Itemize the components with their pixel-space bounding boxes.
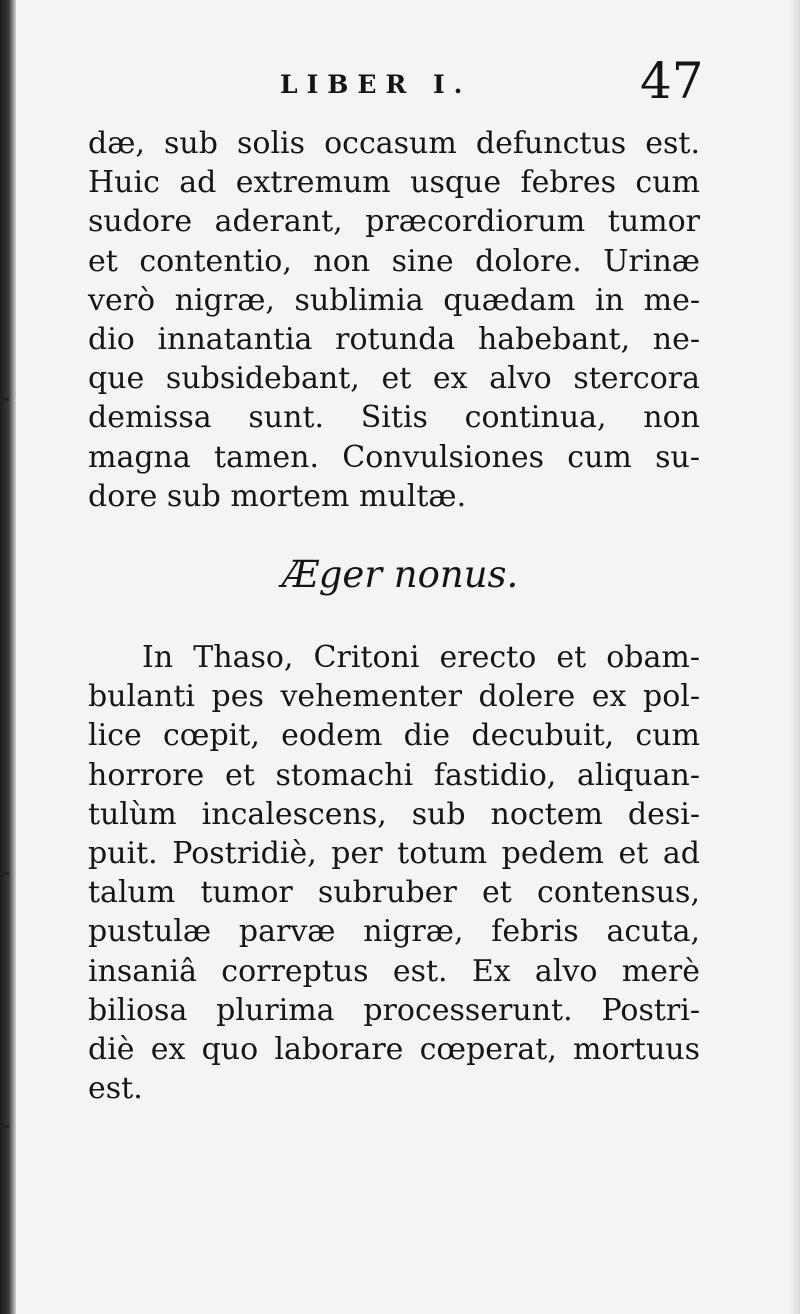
text-line: verò nigræ, sublimia quædam in me-	[88, 282, 700, 318]
paragraph-one	[88, 124, 700, 516]
text-line: dio innatantia rotunda habebant, ne-	[88, 321, 700, 357]
paragraph-two	[88, 638, 700, 1108]
text-line: Huic ad extremum usque febres cum	[88, 165, 700, 201]
text-line: sudore aderant, præcordiorum tumor	[88, 204, 700, 240]
text-line: talum tumor subruber et contensus,	[88, 875, 700, 911]
text-line: biliosa plurima processerunt. Postri-	[88, 992, 700, 1028]
text-line: est.	[88, 1071, 143, 1107]
text-line: dore sub mortem multæ.	[88, 478, 467, 514]
text-line: magna tamen. Convulsiones cum su-	[88, 439, 700, 475]
text-line: In Thaso, Critoni erecto et obam-	[142, 640, 700, 675]
margin-mark	[0, 398, 9, 401]
page-right-shadow	[790, 0, 800, 1314]
text-line: bulanti pes vehementer dolere ex pol-	[88, 679, 700, 715]
text-line: puit. Postridiè, per totum pedem et ad	[88, 835, 700, 871]
margin-mark	[0, 1125, 9, 1128]
text-line: pustulæ parvæ nigræ, febris acuta,	[88, 914, 700, 950]
text-line: insaniâ correptus est. Ex alvo merè	[88, 953, 700, 989]
text-line: lice cœpit, eodem die decubuit, cum	[88, 718, 700, 754]
text-line: et contentio, non sine dolore. Urinæ	[88, 243, 700, 279]
text-line: tulùm incalescens, sub noctem desi-	[88, 796, 700, 832]
margin-mark	[0, 872, 9, 875]
text-line: que subsidebant, et ex alvo stercora	[88, 361, 700, 397]
page-number: 47	[640, 52, 704, 110]
scan-page-edge	[0, 0, 16, 1314]
text-line: horrore et stomachi fastidio, aliquan-	[88, 757, 700, 793]
text-line: diè ex quo laborare cœperat, mortuus	[88, 1031, 700, 1067]
text-line: demissa sunt. Sitis continua, non	[88, 400, 700, 436]
text-line: dæ, sub solis occasum defunctus est.	[88, 126, 700, 161]
section-heading: Æger nonus.	[281, 553, 519, 596]
running-head: LIBER I.	[280, 70, 472, 99]
